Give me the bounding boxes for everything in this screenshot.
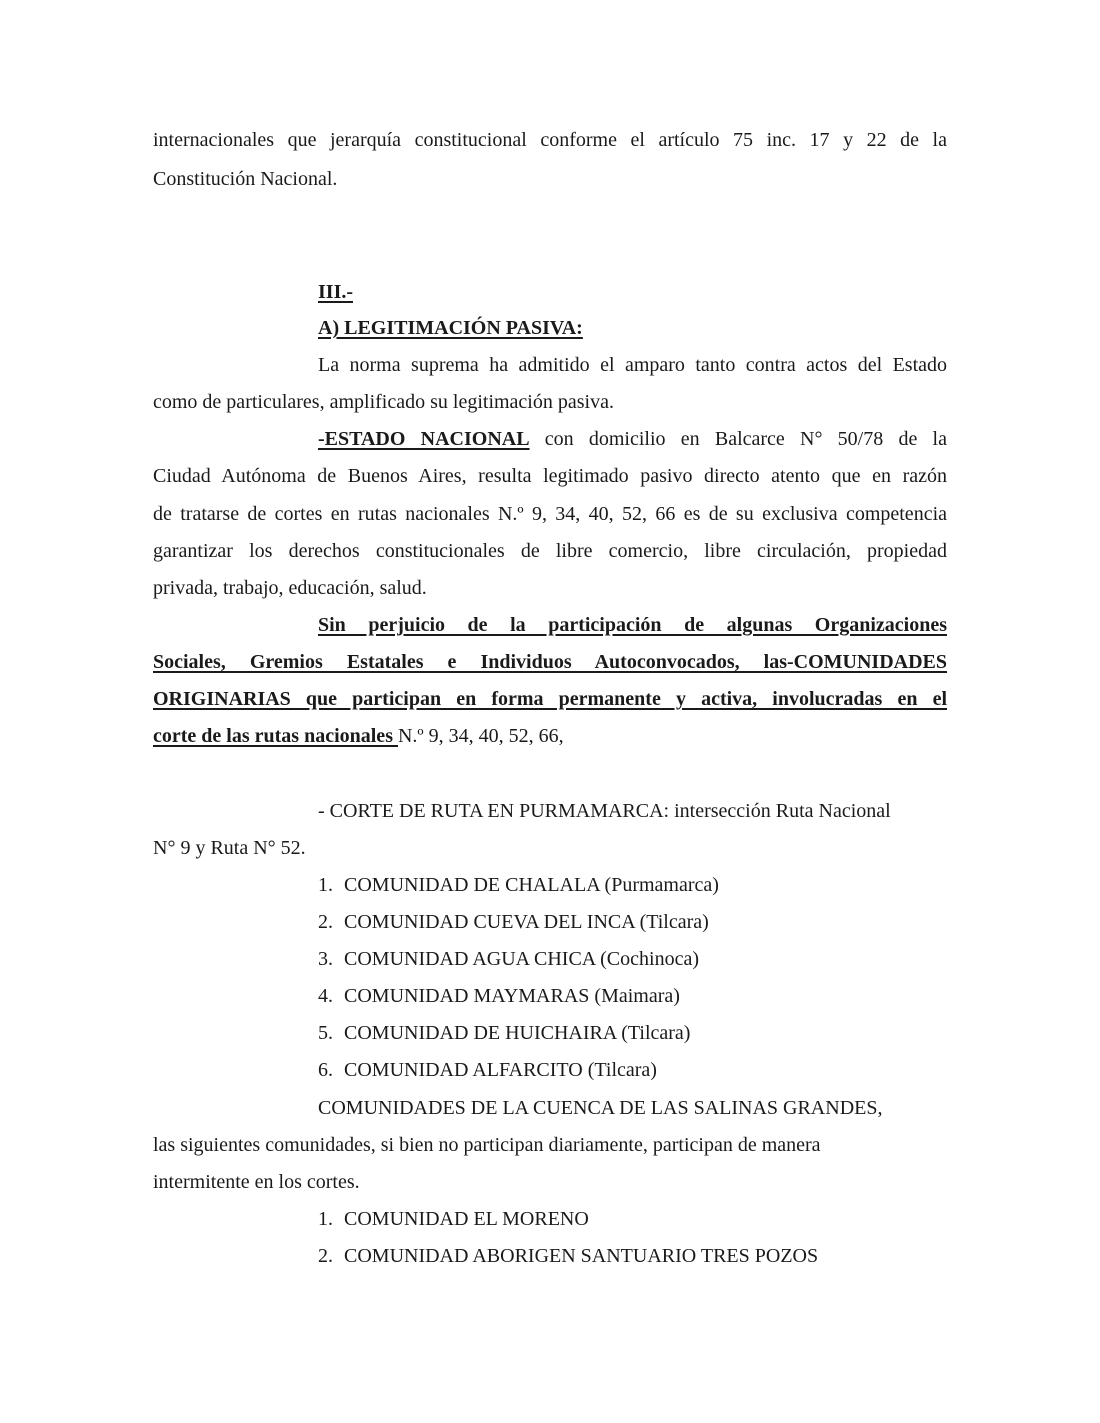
list2-item [318, 1207, 589, 1231]
corte-line-1: - CORTE DE RUTA EN PURMAMARCA: intersección Ruta Nacional [318, 800, 891, 822]
para2-line-1-rest: con domicilio en Balcarce N° 50/78 de la [529, 428, 947, 450]
para1-line-1: La norma suprema ha admitido el amparo tanto contra actos del Estado [318, 354, 947, 376]
list2-item-text: COMUNIDAD ABORIGEN SANTUARIO TRES POZOS [344, 1245, 819, 1267]
section-heading: A) LEGITIMACIÓN PASIVA: [318, 317, 583, 339]
list1-item [318, 947, 699, 971]
para1-line-2: como de particulares, amplificado su legitimación pasiva. [153, 391, 614, 413]
list1-item-number: 1. [318, 874, 333, 896]
para3-line-1: Sin perjuicio de la participación de algunas Organizaciones [318, 614, 947, 636]
para3-line-2: Sociales, Gremios Estatales e Individuos Autoconvocados, las-COMUNIDADES [153, 651, 947, 673]
list1-item [318, 873, 719, 897]
list1-item-text: COMUNIDAD ALFARCITO (Tilcara) [344, 1059, 657, 1081]
list2-item-number: 1. [318, 1208, 333, 1230]
para3-line-4 [153, 724, 564, 748]
cuenca-line-1: COMUNIDADES DE LA CUENCA DE LAS SALINAS GRANDES, [318, 1097, 883, 1119]
cuenca-line-2: las siguientes comunidades, si bien no participan diariamente, participan de manera [153, 1134, 821, 1156]
para3-line-4-rest: N.º 9, 34, 40, 52, 66, [397, 725, 564, 747]
list2-item [318, 1244, 818, 1268]
corte-line-2: N° 9 y Ruta N° 52. [153, 837, 306, 859]
cuenca-line-3: intermitente en los cortes. [153, 1171, 360, 1193]
list1-item-text: COMUNIDAD AGUA CHICA (Cochinoca) [344, 948, 699, 970]
intro-line-2: Constitución Nacional. [153, 168, 338, 190]
list2-item-text: COMUNIDAD EL MORENO [344, 1208, 589, 1230]
para3-line-4-bold: corte de las rutas nacionales [153, 725, 398, 747]
list1-item-number: 4. [318, 985, 333, 1007]
para3-line-3: ORIGINARIAS que participan en forma permanente y activa, involucradas en el [153, 688, 947, 710]
list1-item-number: 6. [318, 1059, 333, 1081]
list1-item-number: 2. [318, 911, 333, 933]
list1-item [318, 1021, 690, 1045]
intro-line-1: internacionales que jerarquía constitucional conforme el artículo 75 inc. 17 y 22 de la [153, 129, 947, 151]
para2-line-2: Ciudad Autónoma de Buenos Aires, resulta legitimado pasivo directo atento que en razón [153, 465, 947, 487]
list1-item-text: COMUNIDAD DE HUICHAIRA (Tilcara) [344, 1022, 691, 1044]
list1-item [318, 910, 709, 934]
list1-item [318, 1058, 657, 1082]
list1-item-text: COMUNIDAD MAYMARAS (Maimara) [344, 985, 680, 1007]
list2-item-number: 2. [318, 1245, 333, 1267]
para2-line-5: privada, trabajo, educación, salud. [153, 577, 427, 599]
list1-item [318, 984, 680, 1008]
list1-item-text: COMUNIDAD DE CHALALA (Purmamarca) [344, 874, 719, 896]
list1-item-text: COMUNIDAD CUEVA DEL INCA (Tilcara) [344, 911, 709, 933]
section-number: III.- [318, 281, 354, 303]
estado-nacional-label: -ESTADO NACIONAL [318, 428, 530, 450]
para2-line-4: garantizar los derechos constitucionales de libre comercio, libre circulación, propiedad [153, 540, 947, 562]
para2-line-3: de tratarse de cortes en rutas nacionales N.º 9, 34, 40, 52, 66 es de su exclusiva competencia [153, 503, 947, 525]
list1-item-number: 3. [318, 948, 333, 970]
para2-line-1 [318, 427, 947, 451]
list1-item-number: 5. [318, 1022, 333, 1044]
